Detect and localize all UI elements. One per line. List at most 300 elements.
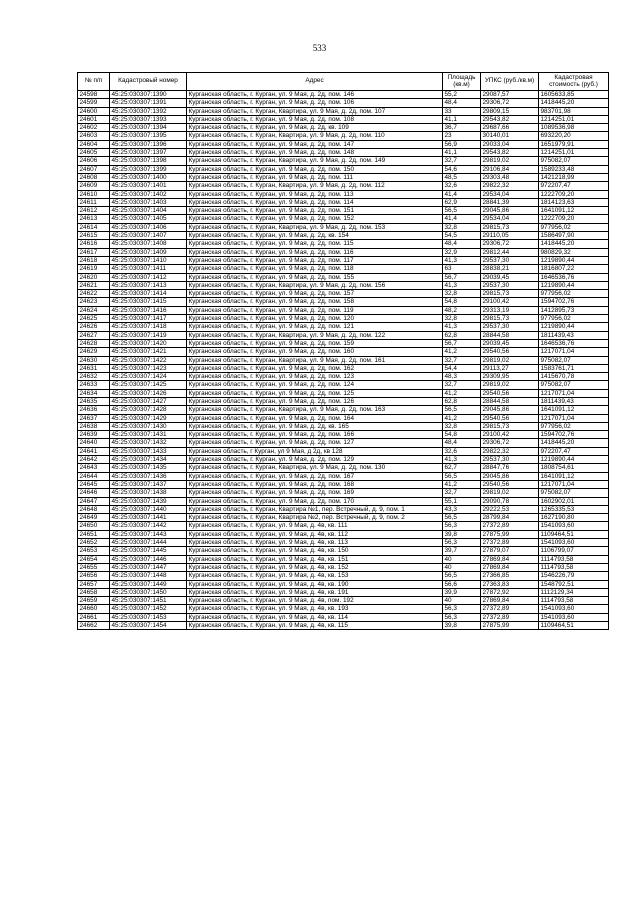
cadastral-cost-cell: 1646536,76 <box>539 273 609 281</box>
cadastral-number-cell: 45:25:030307:1438 <box>110 489 187 497</box>
cadastral-number-cell: 45:25:030307:1411 <box>110 265 187 273</box>
address-cell: Курганская область, г. Курган, ул. 9 Мая, д. 4в, кв. 150 <box>187 547 443 555</box>
table-row <box>78 298 609 306</box>
area-cell: 54,8 <box>443 431 481 439</box>
area-cell: 48,2 <box>443 306 481 314</box>
cadastral-cost-cell: 1114793,58 <box>539 597 609 605</box>
cadastral-cost-cell: 1418445,20 <box>539 439 609 447</box>
cadastral-cost-cell: 972207,47 <box>539 447 609 455</box>
cadastral-cost-cell: 977956,02 <box>539 422 609 430</box>
header-cadastral-number: Кадастровый номер <box>110 73 187 91</box>
cadastral-number-cell: 45:25:030307:1450 <box>110 588 187 596</box>
cadastral-cost-cell: 1114793,58 <box>539 563 609 571</box>
upks-cell: 29087,57 <box>481 91 539 99</box>
row-number-cell: 24609 <box>78 182 110 190</box>
cadastral-number-cell: 45:25:030307:1439 <box>110 497 187 505</box>
area-cell: 41,1 <box>443 149 481 157</box>
upks-cell: 29543,82 <box>481 115 539 123</box>
address-cell: Курганская область, г. Курган, ул. 9 Мая, д. 2д, пом. 166 <box>187 431 443 439</box>
area-cell: 56,7 <box>443 339 481 347</box>
row-number-cell: 24639 <box>78 431 110 439</box>
row-number-cell: 24636 <box>78 406 110 414</box>
cadastral-number-cell: 45:25:030307:1440 <box>110 505 187 513</box>
cadastral-cost-cell: 1641091,12 <box>539 472 609 480</box>
address-cell: Курганская область, г. Курган, ул. 9 Мая, д. 2д, пом. 106 <box>187 99 443 107</box>
cadastral-number-cell: 45:25:030307:1399 <box>110 165 187 173</box>
upks-cell: 29113,27 <box>481 364 539 372</box>
cadastral-number-cell: 45:25:030307:1422 <box>110 356 187 364</box>
cadastral-number-cell: 45:25:030307:1406 <box>110 223 187 231</box>
cadastral-cost-cell: 1583761,71 <box>539 364 609 372</box>
table-row <box>78 480 609 488</box>
table-row <box>78 563 609 571</box>
address-cell: Курганская область, г. Курган, ул. 9 Мая, д. 2д, пом. 115 <box>187 240 443 248</box>
cadastral-cost-cell: 1112129,34 <box>539 588 609 596</box>
table-row <box>78 522 609 530</box>
cadastral-cost-cell: 1541093,60 <box>539 605 609 613</box>
cadastral-cost-cell: 1265335,53 <box>539 505 609 513</box>
upks-cell: 27372,89 <box>481 605 539 613</box>
row-number-cell: 24652 <box>78 539 110 547</box>
area-cell: 54,6 <box>443 165 481 173</box>
cadastral-cost-cell: 977956,02 <box>539 290 609 298</box>
upks-cell: 29537,30 <box>481 281 539 289</box>
upks-cell: 29809,15 <box>481 107 539 115</box>
table-row <box>78 555 609 563</box>
cadastral-number-cell: 45:25:030307:1448 <box>110 572 187 580</box>
cadastral-number-cell: 45:25:030307:1428 <box>110 406 187 414</box>
area-cell: 32,8 <box>443 290 481 298</box>
upks-cell: 28799,84 <box>481 514 539 522</box>
row-number-cell: 24635 <box>78 397 110 405</box>
upks-cell: 29033,04 <box>481 140 539 148</box>
upks-cell: 29100,42 <box>481 298 539 306</box>
upks-cell: 27869,84 <box>481 555 539 563</box>
upks-cell: 27372,89 <box>481 613 539 621</box>
row-number-cell: 24624 <box>78 306 110 314</box>
row-number-cell: 24643 <box>78 464 110 472</box>
cadastral-number-cell: 45:25:030307:1445 <box>110 547 187 555</box>
cadastral-cost-cell: 1541093,60 <box>539 522 609 530</box>
cadastral-number-cell: 45:25:030307:1414 <box>110 290 187 298</box>
upks-cell: 28838,21 <box>481 265 539 273</box>
area-cell: 56,3 <box>443 539 481 547</box>
cadastral-number-cell: 45:25:030307:1434 <box>110 456 187 464</box>
row-number-cell: 24653 <box>78 547 110 555</box>
address-cell: Курганская область, г. Курган, ул. 9 Мая, д. 2д, кв. 109 <box>187 124 443 132</box>
cadastral-cost-cell: 1106799,07 <box>539 547 609 555</box>
cadastral-cost-cell: 1222709,20 <box>539 190 609 198</box>
cadastral-number-cell: 45:25:030307:1449 <box>110 580 187 588</box>
address-cell: Курганская область, г. Курган, ул. 9 Мая, д. 2д, пом. 152 <box>187 215 443 223</box>
address-cell: Курганская область, г. Курган, ул. 9 Мая, д. 2д, пом. 160 <box>187 348 443 356</box>
table-row <box>78 547 609 555</box>
table-row <box>78 290 609 298</box>
table-row <box>78 315 609 323</box>
address-cell: Курганская область, г Курган, ул 9 Мая, д 2д, кв 128 <box>187 447 443 455</box>
upks-cell: 29222,53 <box>481 505 539 513</box>
table-row <box>78 489 609 497</box>
address-cell: Курганская область, г. Курган, ул. 9 Мая, д. 2д, пом. 151 <box>187 207 443 215</box>
table-row <box>78 149 609 157</box>
area-cell: 55,2 <box>443 91 481 99</box>
cadastral-cost-cell: 1646536,76 <box>539 339 609 347</box>
area-cell: 63 <box>443 265 481 273</box>
cadastral-number-cell: 45:25:030307:1403 <box>110 198 187 206</box>
area-cell: 54,5 <box>443 232 481 240</box>
upks-cell: 29815,73 <box>481 422 539 430</box>
area-cell: 56,3 <box>443 522 481 530</box>
address-cell: Курганская область, г. Курган, ул. 9 Мая, д. 2д, пом. 167 <box>187 472 443 480</box>
row-number-cell: 24641 <box>78 447 110 455</box>
cadastral-number-cell: 45:25:030307:1390 <box>110 91 187 99</box>
area-cell: 56,5 <box>443 572 481 580</box>
cadastral-number-cell: 45:25:030307:1441 <box>110 514 187 522</box>
cadastral-number-cell: 45:25:030307:1402 <box>110 190 187 198</box>
cadastral-cost-cell: 1217071,04 <box>539 480 609 488</box>
cadastral-cost-cell: 1217071,04 <box>539 389 609 397</box>
cadastral-cost-cell: 1089536,98 <box>539 124 609 132</box>
cadastral-number-cell: 45:25:030307:1410 <box>110 256 187 264</box>
row-number-cell: 24661 <box>78 613 110 621</box>
cadastral-number-cell: 45:25:030307:1429 <box>110 414 187 422</box>
cadastral-number-cell: 45:25:030307:1392 <box>110 107 187 115</box>
area-cell: 56,9 <box>443 140 481 148</box>
cadastral-cost-cell: 1418445,20 <box>539 99 609 107</box>
cadastral-cost-cell: 693220,20 <box>539 132 609 140</box>
cadastral-cost-cell: 1109464,51 <box>539 530 609 538</box>
table-row <box>78 422 609 430</box>
cadastral-number-cell: 45:25:030307:1432 <box>110 439 187 447</box>
cadastral-cost-cell: 1627190,80 <box>539 514 609 522</box>
header-address: Адрес <box>187 73 443 91</box>
cadastral-cost-cell: 1602902,01 <box>539 497 609 505</box>
row-number-cell: 24617 <box>78 248 110 256</box>
area-cell: 48,4 <box>443 99 481 107</box>
upks-cell: 29540,56 <box>481 348 539 356</box>
row-number-cell: 24638 <box>78 422 110 430</box>
cadastral-cost-cell: 1415670,78 <box>539 373 609 381</box>
table-row <box>78 439 609 447</box>
area-cell: 39,7 <box>443 547 481 555</box>
cadastral-number-cell: 45:25:030307:1424 <box>110 373 187 381</box>
row-number-cell: 24605 <box>78 149 110 157</box>
address-cell: Курганская область, г. Курган, ул. 9 Мая, д. 2д, пом. 146 <box>187 91 443 99</box>
cadastral-cost-cell: 977956,02 <box>539 223 609 231</box>
table-body <box>78 91 609 630</box>
area-cell: 62,7 <box>443 464 481 472</box>
cadastral-number-cell: 45:25:030307:1404 <box>110 207 187 215</box>
cadastral-cost-cell: 1541093,60 <box>539 613 609 621</box>
row-number-cell: 24637 <box>78 414 110 422</box>
upks-cell: 27872,92 <box>481 588 539 596</box>
cadastral-cost-cell: 1605633,85 <box>539 91 609 99</box>
table-row <box>78 356 609 364</box>
address-cell: Курганская область, г. Курган, ул. 9 Мая, д. 2д, пом. 121 <box>187 323 443 331</box>
table-row <box>78 182 609 190</box>
upks-cell: 29687,66 <box>481 124 539 132</box>
cadastral-number-cell: 45:25:030307:1405 <box>110 215 187 223</box>
upks-cell: 29534,04 <box>481 215 539 223</box>
row-number-cell: 24603 <box>78 132 110 140</box>
header-area: Площадь (кв.м) <box>443 73 481 91</box>
upks-cell: 29045,86 <box>481 472 539 480</box>
row-number-cell: 24645 <box>78 480 110 488</box>
cadastral-cost-cell: 1546226,79 <box>539 572 609 580</box>
upks-cell: 29822,32 <box>481 182 539 190</box>
address-cell: Курганская область, г. Курган, Квартира, ул. 9 Мая, д. 2д, пом. 149 <box>187 157 443 165</box>
cadastral-number-cell: 45:25:030307:1430 <box>110 422 187 430</box>
address-cell: Курганская область, г. Курган, ул. 9 Мая, д. 4в, кв. 152 <box>187 563 443 571</box>
table-row <box>78 497 609 505</box>
upks-cell: 28841,39 <box>481 198 539 206</box>
cadastral-cost-cell: 1651979,91 <box>539 140 609 148</box>
row-number-cell: 24628 <box>78 339 110 347</box>
upks-cell: 29303,48 <box>481 173 539 181</box>
cadastral-cost-cell: 1114793,58 <box>539 555 609 563</box>
cadastral-cost-cell: 1217071,04 <box>539 414 609 422</box>
area-cell: 32,7 <box>443 356 481 364</box>
area-cell: 40 <box>443 597 481 605</box>
address-cell: Курганская область, г. Курган, ул. 9 Мая, д. 2д, пом. 118 <box>187 265 443 273</box>
cadastral-number-cell: 45:25:030307:1444 <box>110 539 187 547</box>
cadastral-cost-cell: 983701,98 <box>539 107 609 115</box>
upks-cell: 30140,01 <box>481 132 539 140</box>
header-cadastral-cost: Кадастровая стоимость (руб.) <box>539 73 609 91</box>
row-number-cell: 24610 <box>78 190 110 198</box>
address-cell: Курганская область, г. Курган, Квартира, ул. 9 Мая, д. 2д, пом. 153 <box>187 223 443 231</box>
address-cell: Курганская область, г. Курган, ул. 9 Мая, д. 4в, кв. 193 <box>187 605 443 613</box>
cadastral-cost-cell: 1412895,73 <box>539 306 609 314</box>
table-row <box>78 207 609 215</box>
upks-cell: 29537,30 <box>481 456 539 464</box>
cadastral-number-cell: 45:25:030307:1396 <box>110 140 187 148</box>
cadastral-number-cell: 45:25:030307:1420 <box>110 339 187 347</box>
address-cell: Курганская область, г. Курган, ул. 9 Мая, д. 2д, пом. 117 <box>187 256 443 264</box>
upks-cell: 27366,85 <box>481 572 539 580</box>
upks-cell: 29039,45 <box>481 339 539 347</box>
upks-cell: 29543,82 <box>481 149 539 157</box>
cadastral-cost-cell: 1418445,20 <box>539 240 609 248</box>
cadastral-number-cell: 45:25:030307:1416 <box>110 306 187 314</box>
upks-cell: 29537,30 <box>481 323 539 331</box>
cadastral-cost-cell: 972207,47 <box>539 182 609 190</box>
table-row <box>78 281 609 289</box>
cadastral-number-cell: 45:25:030307:1453 <box>110 613 187 621</box>
row-number-cell: 24619 <box>78 265 110 273</box>
table-row <box>78 248 609 256</box>
cadastral-number-cell: 45:25:030307:1394 <box>110 124 187 132</box>
cadastral-number-cell: 45:25:030307:1409 <box>110 248 187 256</box>
cadastral-number-cell: 45:25:030307:1447 <box>110 563 187 571</box>
address-cell: Курганская область, г. Курган, ул. 9 Мая, д. 2д, пом. 120 <box>187 315 443 323</box>
table-row <box>78 165 609 173</box>
address-cell: Курганская область, г. Курган, ул. 9 Мая, д. 4в, кв. 112 <box>187 530 443 538</box>
area-cell: 32,6 <box>443 447 481 455</box>
cadastral-number-cell: 45:25:030307:1426 <box>110 389 187 397</box>
area-cell: 23 <box>443 132 481 140</box>
address-cell: Курганская область, г. Курган, Квартира, ул. 9 Мая, д. 2д, пом. 110 <box>187 132 443 140</box>
row-number-cell: 24601 <box>78 115 110 123</box>
row-number-cell: 24654 <box>78 555 110 563</box>
row-number-cell: 24657 <box>78 580 110 588</box>
area-cell: 56,5 <box>443 472 481 480</box>
address-cell: Курганская область, г. Курган, ул. 9 Мая, д. 2д, пом. 169 <box>187 489 443 497</box>
area-cell: 32,6 <box>443 182 481 190</box>
table-row <box>78 530 609 538</box>
upks-cell: 29540,56 <box>481 414 539 422</box>
table-row <box>78 331 609 339</box>
address-cell: Курганская область, г. Курган, Квартира №1, пер. Встречный, д. 9, пом. 1 <box>187 505 443 513</box>
row-number-cell: 24623 <box>78 298 110 306</box>
table-row <box>78 198 609 206</box>
cadastral-number-cell: 45:25:030307:1435 <box>110 464 187 472</box>
upks-cell: 29100,42 <box>481 431 539 439</box>
cadastral-cost-cell: 975082,07 <box>539 356 609 364</box>
area-cell: 41,2 <box>443 480 481 488</box>
upks-cell: 29534,04 <box>481 190 539 198</box>
area-cell: 32,7 <box>443 381 481 389</box>
address-cell: Курганская область, г. Курган, Квартира, ул. 9 Мая, д. 2д, пом. 130 <box>187 464 443 472</box>
cadastral-cost-cell: 1222709,20 <box>539 215 609 223</box>
row-number-cell: 24600 <box>78 107 110 115</box>
row-number-cell: 24618 <box>78 256 110 264</box>
table-row <box>78 265 609 273</box>
cadastral-number-cell: 45:25:030307:1437 <box>110 480 187 488</box>
area-cell: 43,3 <box>443 505 481 513</box>
cadastral-cost-cell: 1586497,90 <box>539 232 609 240</box>
area-cell: 32,8 <box>443 223 481 231</box>
upks-cell: 29537,30 <box>481 256 539 264</box>
row-number-cell: 24648 <box>78 505 110 513</box>
table-row <box>78 190 609 198</box>
table-row <box>78 364 609 372</box>
table-row <box>78 431 609 439</box>
address-cell: Курганская область, г. Курган, ул. 9 Мая, д. 2д, пом. 150 <box>187 165 443 173</box>
table-row <box>78 514 609 522</box>
table-row <box>78 339 609 347</box>
cadastral-cost-cell: 1816807,22 <box>539 265 609 273</box>
upks-cell: 29815,73 <box>481 290 539 298</box>
row-number-cell: 24647 <box>78 497 110 505</box>
address-cell: Курганская область, г. Курган, ул. 9 Мая, д. 2д, пом. 119 <box>187 306 443 314</box>
cadastral-cost-cell: 1589233,48 <box>539 165 609 173</box>
row-number-cell: 24620 <box>78 273 110 281</box>
address-cell: Курганская область, г. Курган, ул. 9 Мая, д. 2д, пом. 116 <box>187 248 443 256</box>
address-cell: Курганская область, г. Курган, ул. 9 Мая, д. 4в, кв. 113 <box>187 539 443 547</box>
cadastral-number-cell: 45:25:030307:1398 <box>110 157 187 165</box>
table-row <box>78 456 609 464</box>
area-cell: 48,5 <box>443 173 481 181</box>
row-number-cell: 24659 <box>78 597 110 605</box>
upks-cell: 29540,56 <box>481 389 539 397</box>
area-cell: 41,3 <box>443 256 481 264</box>
row-number-cell: 24651 <box>78 530 110 538</box>
address-cell: Курганская область, г. Курган, ул. 9 Мая, д. 2д, пом. 158 <box>187 298 443 306</box>
table-header-row <box>78 73 609 91</box>
header-upks: УПКС (руб./кв.м) <box>481 73 539 91</box>
row-number-cell: 24633 <box>78 381 110 389</box>
area-cell: 33 <box>443 107 481 115</box>
table-row <box>78 273 609 281</box>
upks-cell: 29313,19 <box>481 306 539 314</box>
address-cell: Курганская область, г. Курган, ул. 9 Мая, д. 4в, кв. 153 <box>187 572 443 580</box>
upks-cell: 29306,72 <box>481 439 539 447</box>
upks-cell: 27372,89 <box>481 539 539 547</box>
header-number: № п/п <box>78 73 110 91</box>
upks-cell: 29045,86 <box>481 207 539 215</box>
area-cell: 54,4 <box>443 364 481 372</box>
table-row <box>78 406 609 414</box>
row-number-cell: 24634 <box>78 389 110 397</box>
address-cell: Курганская область, г. Курган, Квартира, ул. 9 Мая, д. 2д, пом. 107 <box>187 107 443 115</box>
table-row <box>78 447 609 455</box>
row-number-cell: 24604 <box>78 140 110 148</box>
row-number-cell: 24599 <box>78 99 110 107</box>
address-cell: Курганская область, г. Курган, Квартира, ул. 9 Мая, д. 2д, пом. 156 <box>187 281 443 289</box>
address-cell: Курганская область, г. Курган, ул. 9 Мая, д. 4в, кв. 191 <box>187 588 443 596</box>
upks-cell: 27363,83 <box>481 580 539 588</box>
row-number-cell: 24662 <box>78 622 110 630</box>
area-cell: 41,2 <box>443 414 481 422</box>
cadastral-number-cell: 45:25:030307:1395 <box>110 132 187 140</box>
upks-cell: 29045,86 <box>481 406 539 414</box>
area-cell: 54,8 <box>443 298 481 306</box>
upks-cell: 29812,44 <box>481 248 539 256</box>
row-number-cell: 24621 <box>78 281 110 289</box>
table-row <box>78 613 609 621</box>
area-cell: 62,9 <box>443 198 481 206</box>
area-cell: 62,8 <box>443 397 481 405</box>
upks-cell: 27875,99 <box>481 530 539 538</box>
cadastral-cost-cell: 1594702,76 <box>539 298 609 306</box>
cadastral-cost-cell: 1811439,43 <box>539 397 609 405</box>
table-row <box>78 597 609 605</box>
cadastral-cost-cell: 1219890,44 <box>539 456 609 464</box>
address-cell: Курганская область, г. Курган, ул. 9 Мая, д. 2д, пом. 124 <box>187 381 443 389</box>
upks-cell: 29309,95 <box>481 373 539 381</box>
area-cell: 56,3 <box>443 613 481 621</box>
row-number-cell: 24602 <box>78 124 110 132</box>
upks-cell: 27879,07 <box>481 547 539 555</box>
upks-cell: 27869,84 <box>481 597 539 605</box>
address-cell: Курганская область, г. Курган, ул. 9 Мая, д. 4в, кв. 111 <box>187 522 443 530</box>
address-cell: Курганская область, г. Курган, ул. 9 Мая, д. 2д, пом. 147 <box>187 140 443 148</box>
row-number-cell: 24658 <box>78 588 110 596</box>
address-cell: Курганская область, г. Курган, ул. 9 Мая, д. 2д, пом. 162 <box>187 364 443 372</box>
address-cell: Курганская область, г. Курган, ул. 9 Мая, д. 2д, пом. 170 <box>187 497 443 505</box>
cadastral-number-cell: 45:25:030307:1433 <box>110 447 187 455</box>
cadastral-number-cell: 45:25:030307:1393 <box>110 115 187 123</box>
address-cell: Курганская область, г. Курган, ул. 9 Мая, д. 4в, кв. 115 <box>187 622 443 630</box>
area-cell: 41,3 <box>443 456 481 464</box>
area-cell: 56,5 <box>443 514 481 522</box>
row-number-cell: 24626 <box>78 323 110 331</box>
upks-cell: 28844,58 <box>481 331 539 339</box>
table-row <box>78 91 609 99</box>
area-cell: 32,8 <box>443 422 481 430</box>
area-cell: 41,4 <box>443 215 481 223</box>
address-cell: Курганская область, г. Курган, ул. 9 Мая, д. 2д, пом. 164 <box>187 414 443 422</box>
area-cell: 32,7 <box>443 157 481 165</box>
table-row <box>78 140 609 148</box>
cadastral-cost-cell: 1808754,61 <box>539 464 609 472</box>
cadastral-number-cell: 45:25:030307:1421 <box>110 348 187 356</box>
address-cell: Курганская область, г. Курган, Квартира, ул. 9 Мая, д. 2д, пом. 112 <box>187 182 443 190</box>
cadastral-cost-cell: 1214251,01 <box>539 115 609 123</box>
upks-cell: 27875,99 <box>481 622 539 630</box>
row-number-cell: 24616 <box>78 240 110 248</box>
